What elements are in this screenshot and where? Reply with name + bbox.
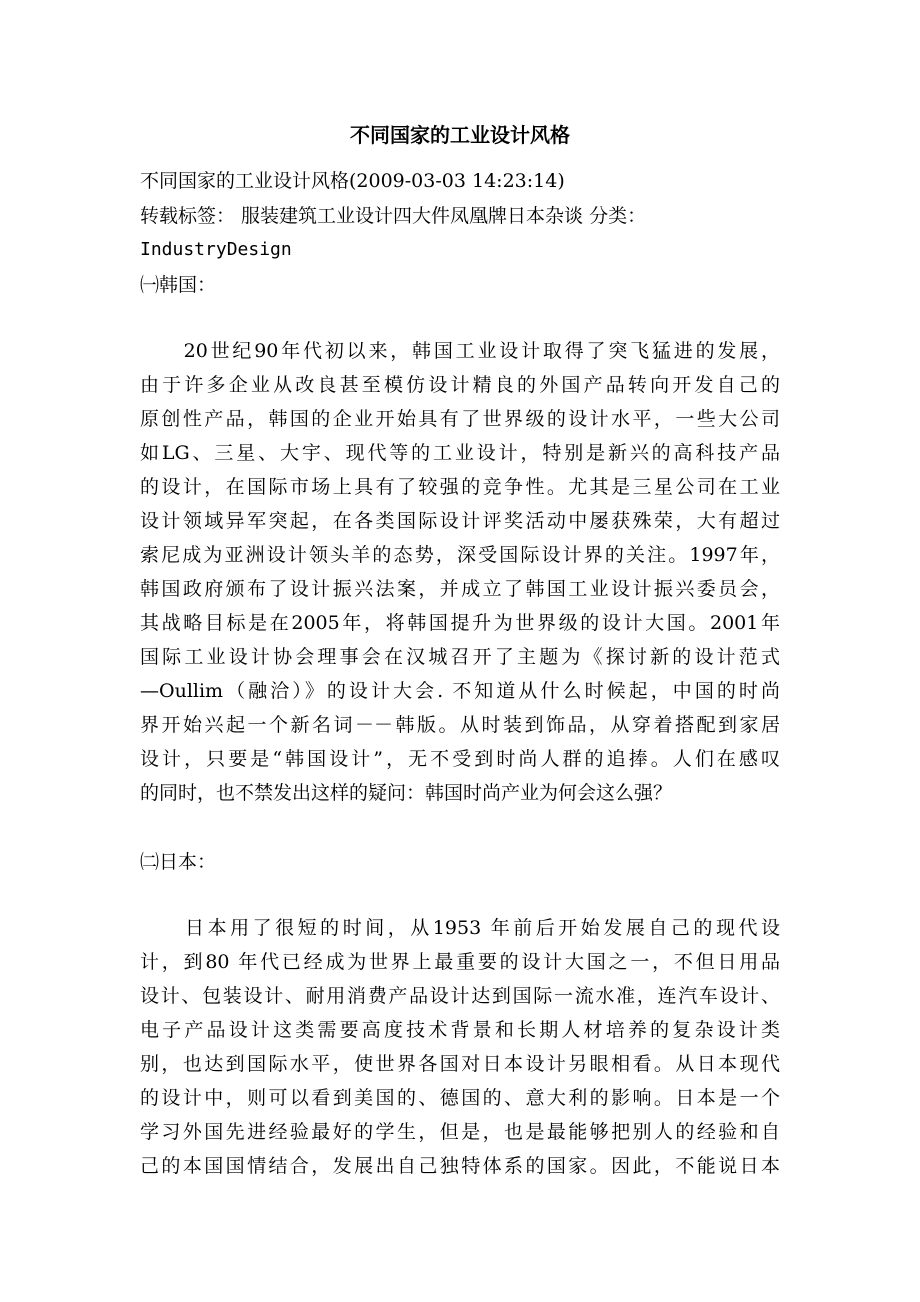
paragraph-line: 学习外国先进经验最好的学生，但是，也是最能够把别人的经验和自: [140, 1121, 780, 1143]
paragraph-line: 设计，只要是“韩国设计”，无不受到时尚人群的追捧。人们在感叹: [140, 748, 780, 770]
paragraph-line: —Oullim（融洽）》的设计大会. 不知道从什么时候起，中国的时尚: [140, 680, 780, 702]
paragraph-line: 的同时，也不禁发出这样的疑问：韩国时尚产业为何会这么强？: [140, 782, 673, 804]
paragraph-line: 的设计，在国际市场上具有了较强的竞争性。尤其是三星公司在工业: [140, 476, 780, 498]
paragraph-line: 其战略目标是在2005年，将韩国提升为世界级的设计大国。2001年: [140, 612, 780, 634]
category-value: IndustryDesign: [140, 239, 292, 260]
paragraph-line: 如LG、三星、大宇、现代等的工业设计，特别是新兴的高科技产品: [140, 442, 780, 464]
paragraph-line: 索尼成为亚洲设计领头羊的态势，深受国际设计界的关注。1997年，: [140, 544, 780, 566]
paragraph-line: 20世纪90年代初以来，韩国工业设计取得了突飞猛进的发展，: [140, 340, 780, 362]
section-heading-korea: ㈠韩国：: [140, 274, 217, 296]
paragraph-line: 电子产品设计这类需要高度技术背景和长期人材培养的复杂设计类: [140, 1019, 780, 1041]
paragraph-line: 日本用了很短的时间，从1953 年前后开始发展自己的现代设: [140, 917, 780, 939]
paragraph-line: 界开始兴起一个新名词－－韩版。从时装到饰品，从穿着搭配到家居: [140, 714, 780, 736]
paragraph-line: 原创性产品，韩国的企业开始具有了世界级的设计水平，一些大公司: [140, 408, 780, 430]
paragraph-line: 己的本国国情结合，发展出自己独特体系的国家。因此，不能说日本: [140, 1155, 780, 1177]
document-subtitle: 不同国家的工业设计风格(2009-03-03 14:23:14): [140, 170, 565, 192]
tags-line: 转载标签： 服装建筑工业设计四大件凤凰牌日本杂谈 分类：: [140, 205, 647, 227]
section-heading-japan: ㈡日本：: [140, 851, 217, 873]
paragraph-line: 设计领域异军突起，在各类国际设计评奖活动中屡获殊荣，大有超过: [140, 510, 780, 532]
paragraph-line: 国际工业设计协会理事会在汉城召开了主题为《探讨新的设计范式: [140, 646, 780, 668]
paragraph-line: 由于许多企业从改良甚至模仿设计精良的外国产品转向开发自己的: [140, 374, 780, 396]
paragraph-line: 别，也达到国际水平，使世界各国对日本设计另眼相看。从日本现代: [140, 1053, 780, 1075]
paragraph-line: 计，到80 年代已经成为世界上最重要的设计大国之一，不但日用品: [140, 951, 780, 973]
paragraph-line: 韩国政府颁布了设计振兴法案，并成立了韩国工业设计振兴委员会，: [140, 578, 780, 600]
paragraph-line: 的设计中，则可以看到美国的、德国的、意大利的影响。日本是一个: [140, 1087, 780, 1109]
document-title: 不同国家的工业设计风格: [350, 123, 570, 147]
paragraph-line: 设计、包装设计、耐用消费产品设计达到国际一流水准，连汽车设计、: [140, 985, 780, 1007]
